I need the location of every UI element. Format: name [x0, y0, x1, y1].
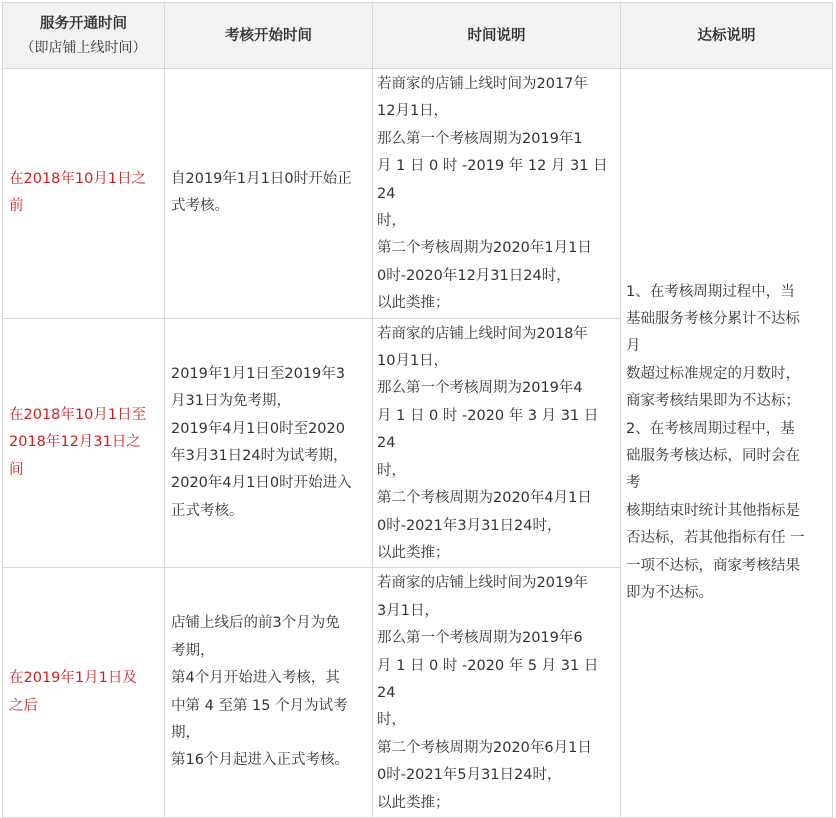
header-row: [3, 3, 833, 69]
standard-explanation-cell: 1、在考核周期过程中，当 基础服务考核分累计不达标 月 数超过标准规定的月数时， 商家考核结果即为不达标； 2、在考核周期过程中，基 础服务考核达标，同时会在 考 核期结束时统计其他指标是 否达标，若其他指标有任 一 一项不达标，商家考核结果 即为不达标。: [621, 69, 833, 818]
header-service-time-subtitle: （即店铺上线时间）: [20, 39, 147, 56]
service-period-cell: 在2019年1月1日及 之后: [3, 568, 165, 818]
header-service-time: [3, 3, 165, 69]
time-explanation-cell: 若商家的店铺上线时间为2018年 10月1日， 那么第一个考核周期为2019年4 月 1 日 0 时 -2020 年 3 月 31 日 24 时， 第二个考核周期为2020年4月1日 0时-2021年3月31日24时， 以此类推；: [373, 318, 621, 568]
start-time-cell: 自2019年1月1日0时开始正 式考核。: [165, 69, 373, 319]
time-explanation-cell: 若商家的店铺上线时间为2019年 3月1日， 那么第一个考核周期为2019年6 月 1 日 0 时 -2020 年 5 月 31 日 24 时， 第二个考核周期为2020年6月1日 0时-2021年5月31日24时， 以此类推；: [373, 568, 621, 818]
service-period-cell: 在2018年10月1日至 2018年12月31日之 间: [3, 318, 165, 568]
start-time-cell: 店铺上线后的前3个月为免 考期， 第4个月开始进入考核，其 中第 4 至第 15 个月为试考 期， 第16个月起进入正式考核。: [165, 568, 373, 818]
header-time-explanation: 时间说明: [373, 3, 621, 69]
time-explanation-cell: 若商家的店铺上线时间为2017年 12月1日， 那么第一个考核周期为2019年1 月 1 日 0 时 -2019 年 12 月 31 日 24 时， 第二个考核周期为2020年1月1日 0时-2020年12月31日24时， 以此类推；: [373, 69, 621, 319]
assessment-table: [2, 2, 833, 818]
table-row: [3, 69, 833, 319]
header-service-time-title: 服务开通时间: [40, 15, 127, 32]
header-standard-explanation: 达标说明: [621, 3, 833, 69]
start-time-cell: 2019年1月1日至2019年3 月31日为免考期， 2019年4月1日0时至2020 年3月31日24时为试考期， 2020年4月1日0时开始进入 正式考核。: [165, 318, 373, 568]
service-period-cell: 在2018年10月1日之 前: [3, 69, 165, 319]
header-start-time: 考核开始时间: [165, 3, 373, 69]
